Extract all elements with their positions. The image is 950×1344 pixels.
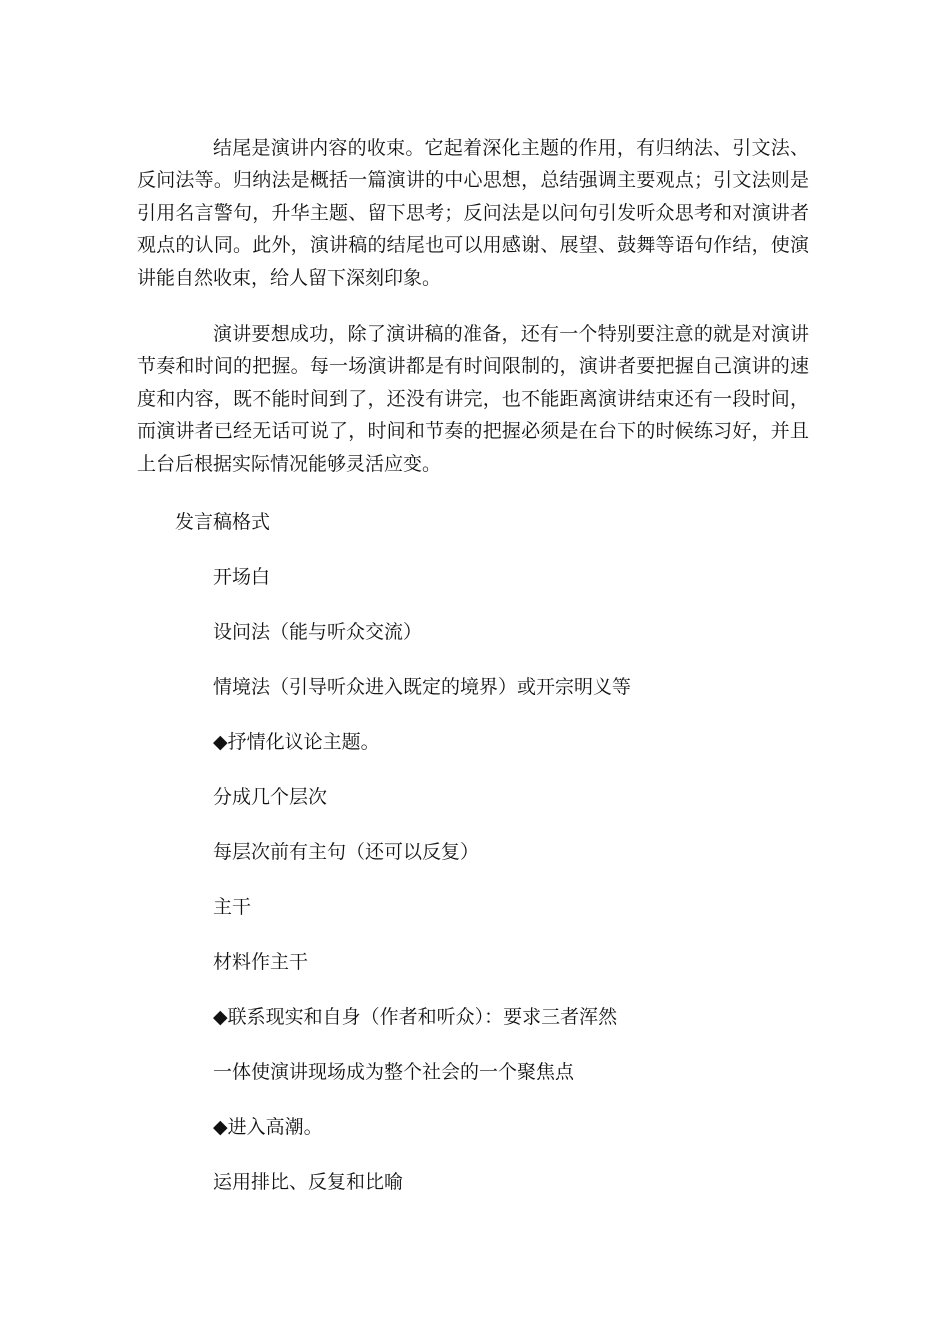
list-item: 一体使演讲现场成为整个社会的一个聚焦点 [213, 1061, 575, 1083]
list-item: ◆进入高潮。 [213, 1116, 323, 1138]
list-item: ◆联系现实和自身（作者和听众）：要求三者浑然 [213, 1006, 618, 1028]
list-item: 每层次前有主句（还可以反复） [213, 841, 480, 863]
list-item: ◆抒情化议论主题。 [213, 731, 380, 753]
list-item: 材料作主干 [213, 951, 309, 973]
section-heading: 发言稿格式 [175, 511, 271, 533]
list-item: 情境法（引导听众进入既定的境界）或开宗明义等 [213, 676, 632, 698]
list-item: 运用排比、反复和比喻 [213, 1171, 404, 1193]
list-item: 开场白 [213, 566, 271, 588]
list-item: 分成几个层次 [213, 786, 328, 808]
list-item: 设问法（能与听众交流） [213, 621, 423, 643]
paragraph-timing: 演讲要想成功，除了演讲稿的准备，还有一个特别要注意的就是对演讲节奏和时间的把握。每一场演讲都是有时间限制的，演讲者要把握自己演讲的速度和内容，既不能时间到了，还没有讲完，也不能距离演讲结束还有一段时间，而演讲者已经无话可说了，时间和节奏的把握必须是在台下的时候练习好，并且上台后根据实际情况能够灵活应变。 [137, 323, 809, 475]
list-item: 主干 [213, 896, 252, 918]
paragraph-conclusion: 结尾是演讲内容的收束。它起着深化主题的作用，有归纳法、引文法、反问法等。归纳法是概括一篇演讲的中心思想，总结强调主要观点；引文法则是引用名言警句，升华主题、留下思考；反问法是以问句引发听众思考和对演讲者观点的认同。此外，演讲稿的结尾也可以用感谢、展望、鼓舞等语句作结，使演讲能自然收束，给人留下深刻印象。 [137, 137, 809, 289]
